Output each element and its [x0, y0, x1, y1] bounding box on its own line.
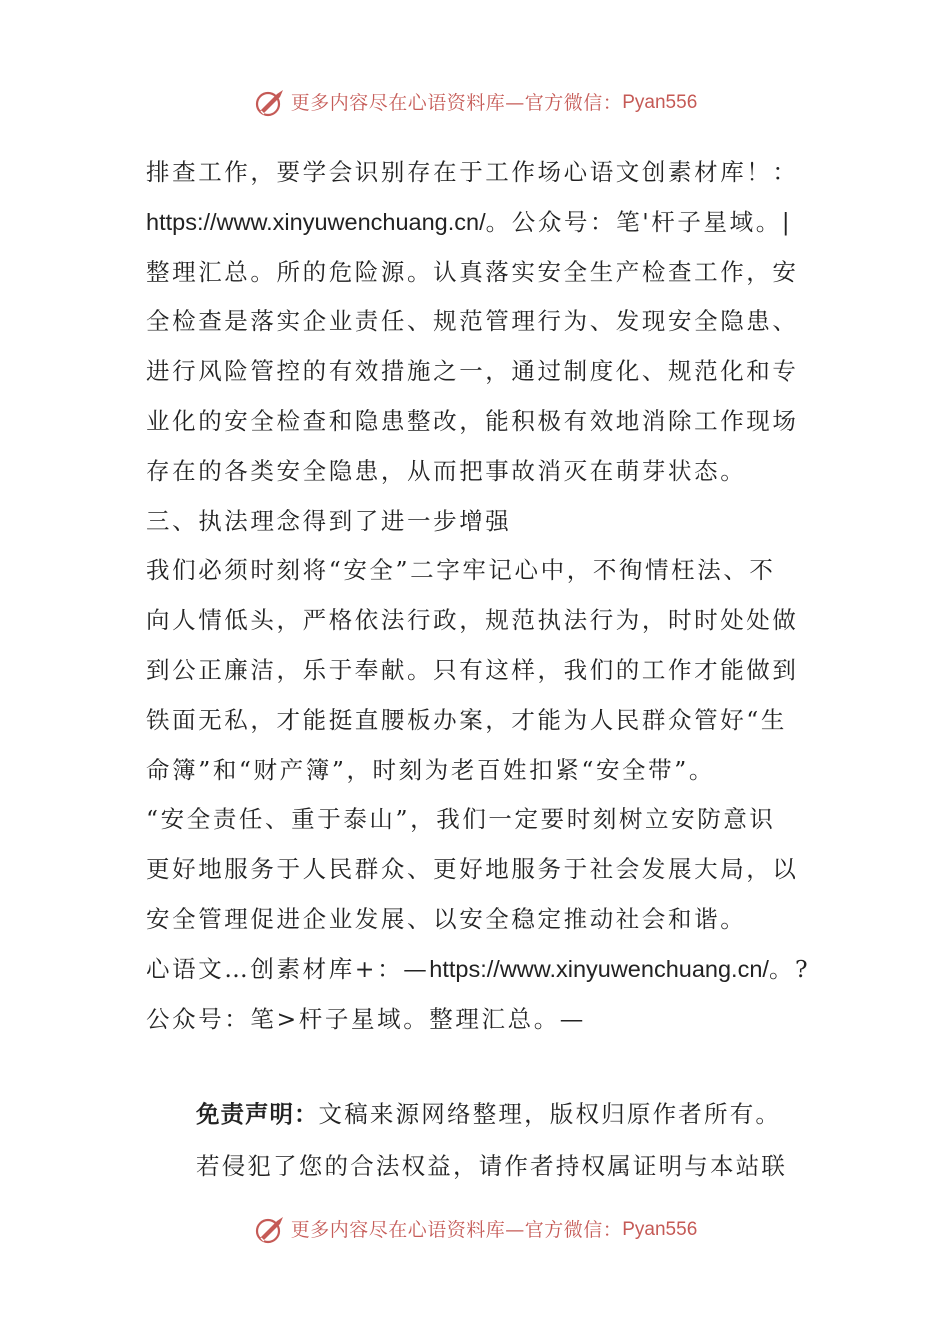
website-link[interactable]: https://www.xinyuwenchuang.cn/ — [146, 208, 486, 235]
body-line: 命簿”和“财产簿”，时刻为老百姓扣紧“安全带”。 — [146, 755, 715, 784]
body-line: 公众号：笔>杆子星域。整理汇总。— — [146, 1004, 586, 1033]
body-line: 全检查是落实企业责任、规范管理行为、发现安全隐患、 — [146, 307, 799, 336]
pen-logo-icon — [253, 1215, 287, 1245]
body-line: 业化的安全检查和隐患整改，能积极有效地消除工作现场 — [146, 406, 799, 435]
body-line: 排查工作，要学会识别存在于工作场心语文创素材库！： — [146, 158, 799, 186]
header-watermark — [0, 88, 950, 118]
body-line-text: 。? — [768, 954, 810, 983]
body-line-text: 。公众号：笔'杆子星域。| — [485, 207, 793, 236]
disclaimer-label: 免责声明： — [196, 1100, 319, 1128]
body-line: 进行风险管控的有效措施之一，通过制度化、规范化和专 — [146, 357, 799, 386]
watermark-text: 更多内容尽在心语资料库—官方微信： — [290, 1219, 623, 1241]
footer-watermark — [0, 1215, 950, 1245]
body-line: 安全管理促进企业发展、以安全稳定推动社会和谐。 — [146, 904, 747, 933]
body-line: “安全责任、重于泰山”，我们一定要时刻树立安防意识 — [146, 805, 776, 834]
watermark-wechat-id: Pyan556 — [622, 92, 698, 113]
pen-logo-icon — [253, 88, 287, 118]
body-text — [146, 148, 810, 1044]
disclaimer-line — [196, 1088, 816, 1140]
body-line: 到公正廉洁，乐于奉献。只有这样，我们的工作才能做到 — [146, 655, 799, 684]
section-heading: 三、执法理念得到了进一步增强 — [146, 506, 512, 535]
body-line — [146, 945, 810, 995]
body-line: 整理汇总。所的危险源。认真落实安全生产检查工作，安 — [146, 257, 799, 286]
watermark-text: 更多内容尽在心语资料库—官方微信： — [290, 92, 623, 114]
body-line: 我们必须时刻将“安全”二字牢记心中，不徇情枉法、不 — [146, 556, 776, 585]
body-line: 更好地服务于人民群众、更好地服务于社会发展大局，以 — [146, 855, 799, 884]
body-line-text: 心语文…创素材库+：— — [146, 954, 430, 983]
body-line: 铁面无私，才能挺直腰板办案，才能为人民群众管好“生 — [146, 705, 788, 734]
watermark-wechat-id: Pyan556 — [622, 1219, 698, 1240]
body-line: 存在的各类安全隐患，从而把事故消灭在萌芽状态。 — [146, 456, 747, 485]
disclaimer-line: 若侵犯了您的合法权益，请作者持权属证明与本站联 — [196, 1152, 788, 1180]
website-link[interactable]: https://www.xinyuwenchuang.cn/ — [429, 955, 769, 982]
body-line: 向人情低头，严格依法行政，规范执法行为，时时处处做 — [146, 606, 799, 635]
disclaimer — [196, 1088, 816, 1192]
disclaimer-text: 文稿来源网络整理，版权归原作者所有。 — [318, 1100, 782, 1128]
body-line — [146, 198, 810, 248]
